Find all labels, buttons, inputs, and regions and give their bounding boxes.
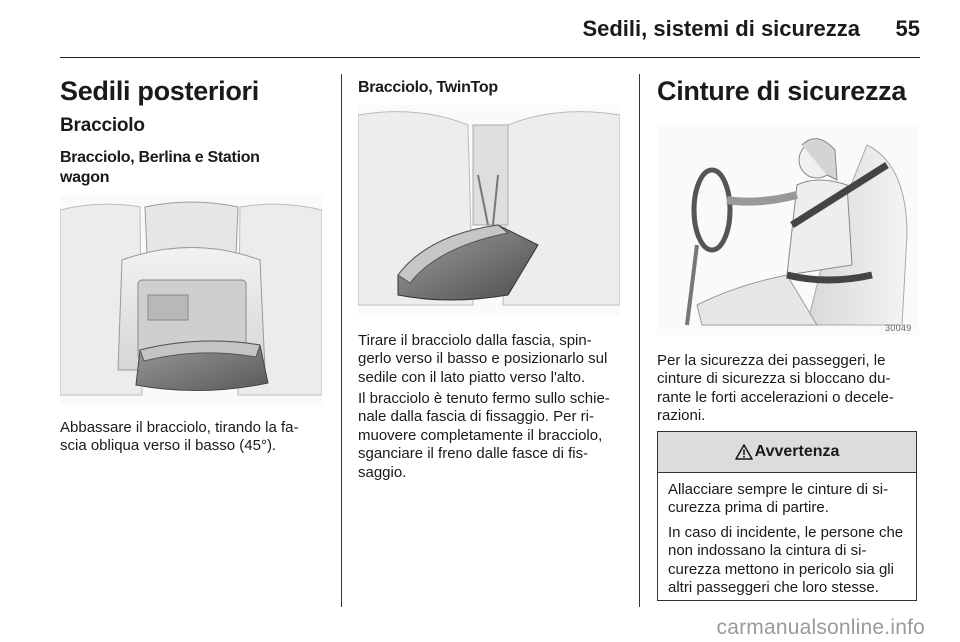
paragraph-twintop-2: Il bracciolo è tenuto fermo sullo schie-nale dalla fascia di fissaggio. Per ri-muovere completamente il bracciolo, sganciare il freno dalle fasce di fis-saggio. <box>358 390 610 481</box>
seat-belt-driver-illustration <box>657 125 919 335</box>
paragraph-seat-belts: Per la sicurezza dei passeggeri, le cinture di sicurezza si bloccano du-rante le forti accelerazioni o decele-razioni. <box>657 352 894 425</box>
header-divider <box>60 57 920 58</box>
twintop-armrest-illustration <box>358 105 620 315</box>
warning-header <box>658 432 916 473</box>
paragraph-twintop-1: Tirare il bracciolo dalla fascia, spin-gerlo verso il basso e posizionarlo sul sedile con il lato piatto verso l'alto. <box>358 332 608 386</box>
column-divider-left <box>341 74 342 607</box>
heading-seat-belts: Cinture di sicurezza <box>657 76 907 106</box>
header-section-title: Sedili, sistemi di sicurezza <box>582 16 860 41</box>
rear-armrest-illustration <box>60 195 322 405</box>
warning-text-2: In caso di incidente, le persone che non indossano la cintura di si-curezza mettono in pericolo sia gli altri passeggeri che loro stesse. <box>668 523 904 597</box>
rear-armrest-drawing <box>60 195 322 405</box>
warning-box <box>657 431 917 601</box>
subheading-armrest-sedan-wagon: Bracciolo, Berlina e Station wagon <box>60 149 260 186</box>
warning-text-1: Allacciare sempre le cinture di si-curezza prima di partire. <box>668 481 889 517</box>
warning-title: Avvertenza <box>754 443 840 460</box>
page-number: 55 <box>895 16 920 41</box>
paragraph-armrest-sedan: Abbassare il bracciolo, tirando la fa-scia obliqua verso il basso (45°). <box>60 419 299 455</box>
warning-body <box>658 473 916 597</box>
seat-belt-drawing <box>657 125 919 335</box>
column-divider-right <box>639 74 640 607</box>
twintop-armrest-drawing <box>358 105 620 315</box>
watermark: carmanualsonline.info <box>716 616 925 639</box>
subheading-armrest-twintop: Bracciolo, TwinTop <box>358 79 498 96</box>
heading-rear-seats: Sedili posteriori <box>60 76 259 106</box>
warning-triangle-icon <box>735 444 753 460</box>
figure-code: 30049 <box>885 323 912 333</box>
subheading-armrest: Bracciolo <box>60 115 145 136</box>
